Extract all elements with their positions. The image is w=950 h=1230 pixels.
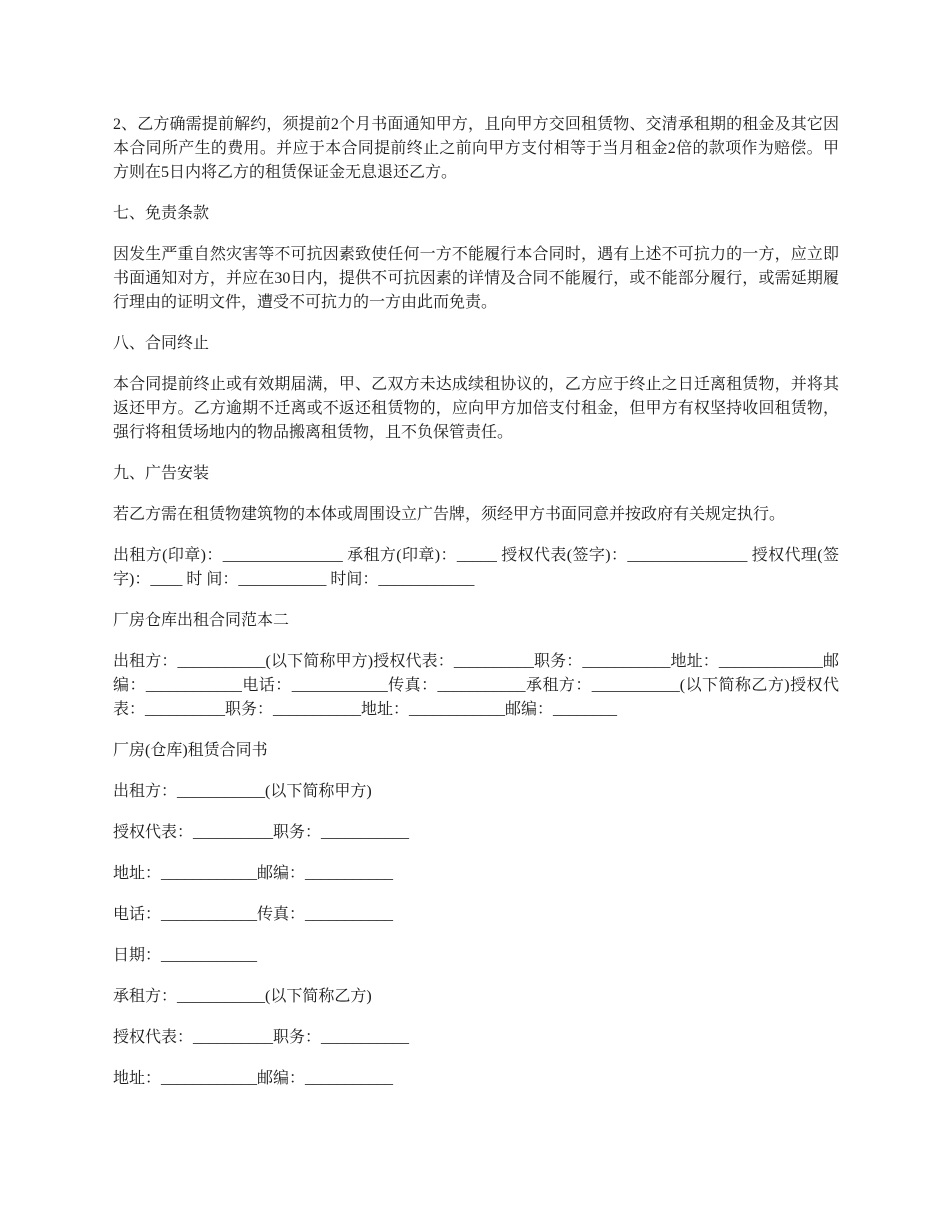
document-page [113,113,839,1108]
lessor-line: 出租方：___________(以下简称甲方) [113,783,372,800]
lessor-address-line: 地址：____________邮编：___________ [113,865,394,882]
clause-contract-termination: 本合同提前终止或有效期届满，甲、乙双方未达成续租协议的，乙方应于终止之日迁离租赁物，并将其返还甲方。乙方逾期不迁离或不返还租赁物的，应向甲方加倍支付租金，但甲方有权坚持收回租赁物，强行将租赁场地内的物品搬离租赁物，且不负保管责任。 [113,376,839,441]
signature-block: 出租方(印章)：_______________ 承租方(印章)：_____ 授权代表(签字)：_______________ 授权代理(签字)：____ 时 间：___________ 时间：____________ [113,547,839,588]
lessee-representative-line: 授权代表：__________职务：___________ [113,1029,410,1046]
lessor-phone-line: 电话：____________传真：___________ [113,906,394,923]
contract-title: 厂房(仓库)租赁合同书 [113,742,268,759]
date-line: 日期：____________ [113,947,258,964]
heading-contract-termination: 八、合同终止 [113,335,210,352]
lessor-representative-line: 授权代表：__________职务：___________ [113,824,410,841]
lessee-line: 承租方：___________(以下简称乙方) [113,988,372,1005]
heading-exemption: 七、免责条款 [113,205,210,222]
lessee-address-line: 地址：____________邮编：___________ [113,1070,394,1087]
template-two-title: 厂房仓库出租合同范本二 [113,612,290,629]
clause-early-termination: 2、乙方确需提前解约，须提前2个月书面通知甲方，且向甲方交回租赁物、交清承租期的租金及其它因本合同所产生的费用。并应于本合同提前终止之前向甲方支付相等于当月租金2倍的款项作为赔偿。甲方则在5日内将乙方的租赁保证金无息退还乙方。 [113,116,839,181]
clause-exemption: 因发生严重自然灾害等不可抗因素致使任何一方不能履行本合同时，遇有上述不可抗力的一方，应立即书面通知对方，并应在30日内，提供不可抗因素的详情及合同不能履行，或不能部分履行，或需延期履行理由的证明文件，遭受不可抗力的一方由此而免责。 [113,246,839,311]
parties-info-block: 出租方：___________(以下简称甲方)授权代表：__________职务：___________地址：_____________邮编：____________电话：____________传真：___________承租方：___________(以下简称乙方)授权代表：__________职务：___________地址：____________邮编：________ [113,653,839,718]
heading-advertising: 九、广告安装 [113,465,210,482]
clause-advertising: 若乙方需在租赁物建筑物的本体或周围设立广告牌，须经甲方书面同意并按政府有关规定执行。 [113,506,786,523]
